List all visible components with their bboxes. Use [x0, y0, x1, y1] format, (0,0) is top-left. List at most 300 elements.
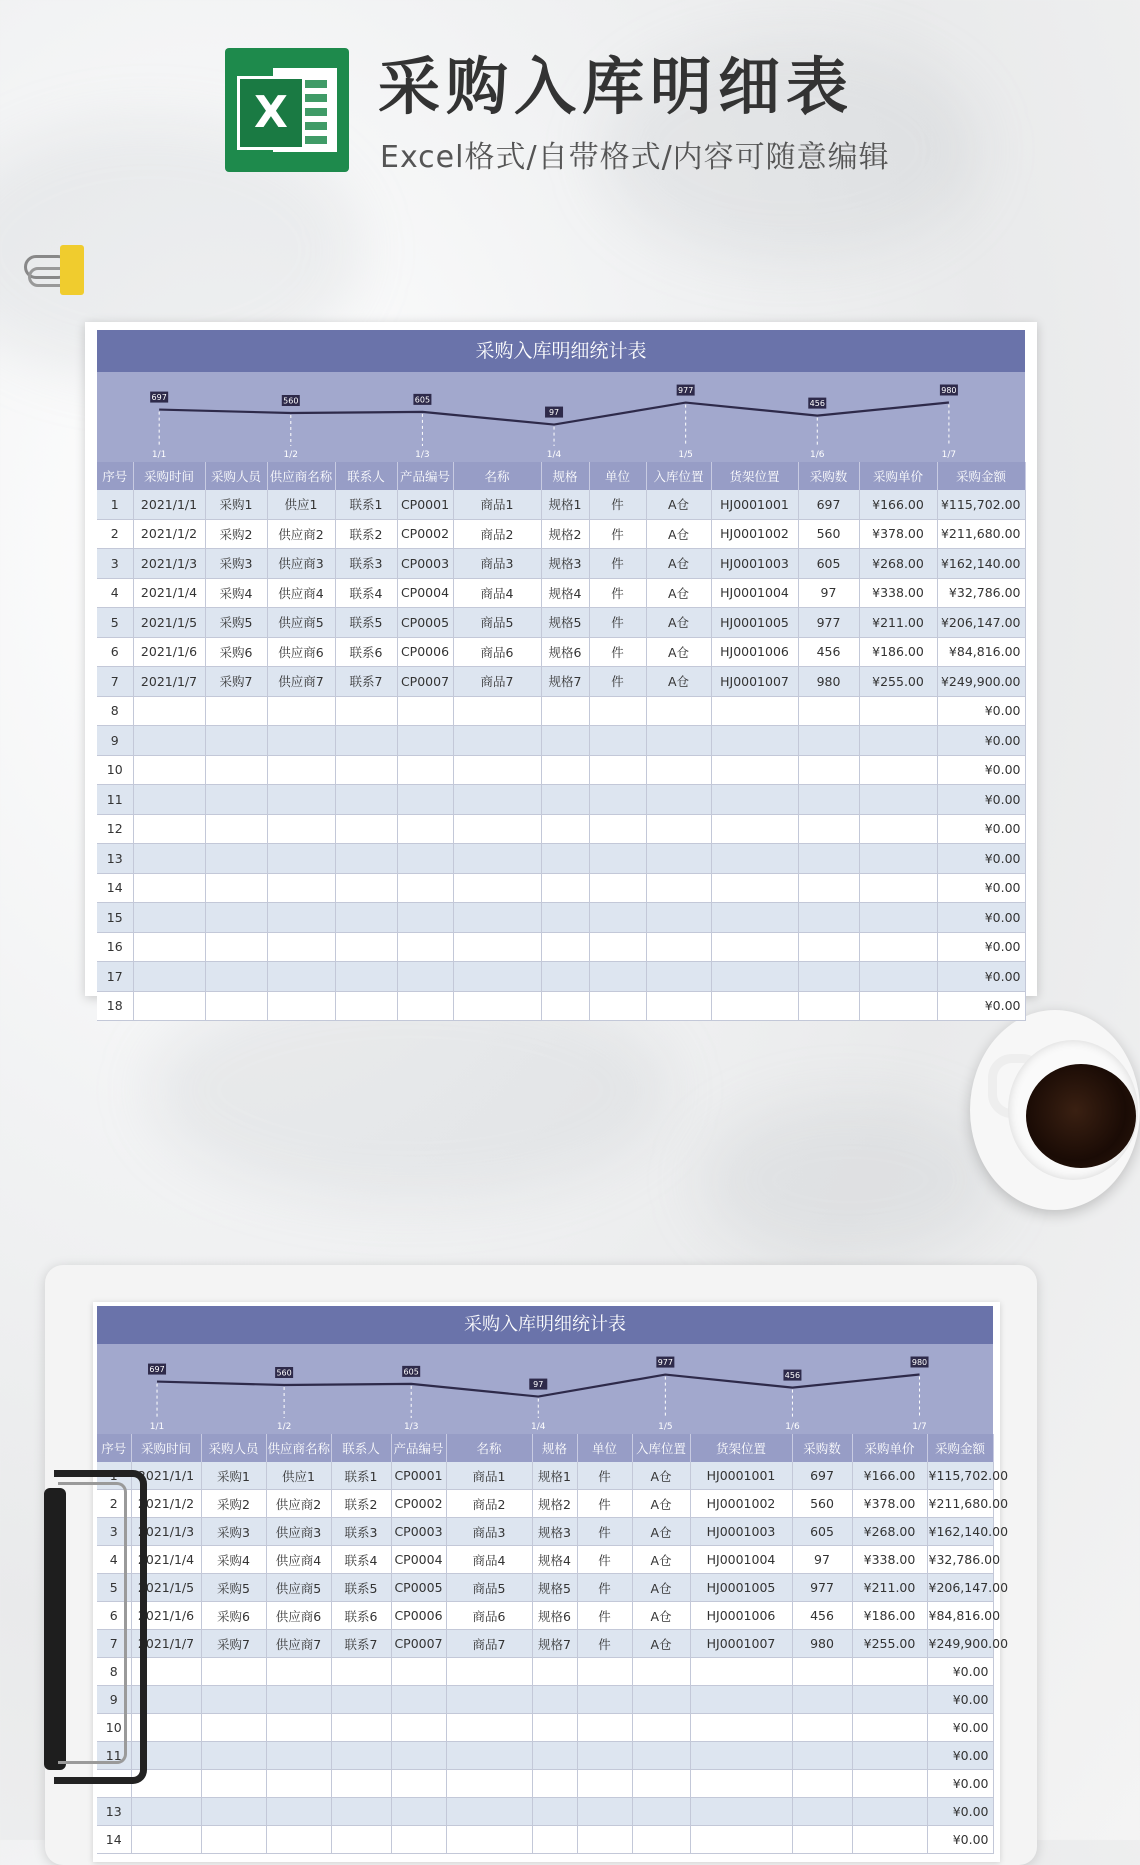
table-cell[interactable]: 11 — [97, 1742, 131, 1770]
table-cell[interactable] — [205, 726, 267, 756]
table-cell[interactable]: CP0006 — [397, 637, 453, 667]
table-cell[interactable]: 件 — [577, 1462, 632, 1490]
table-cell[interactable]: 2021/1/7 — [133, 667, 205, 697]
table-cell[interactable]: 13 — [97, 844, 133, 874]
table-cell[interactable] — [632, 1658, 690, 1686]
table-cell[interactable] — [646, 726, 711, 756]
table-cell[interactable] — [577, 1742, 632, 1770]
table-cell[interactable] — [577, 1686, 632, 1714]
table-cell[interactable] — [391, 1658, 446, 1686]
table-cell[interactable] — [267, 991, 335, 1021]
table-cell[interactable]: 5 — [97, 1574, 131, 1602]
table-cell[interactable] — [205, 991, 267, 1021]
table-cell[interactable]: 供应商2 — [267, 519, 335, 549]
table-cell[interactable] — [852, 1714, 927, 1742]
table-cell[interactable]: 供应1 — [267, 490, 335, 519]
table-cell[interactable] — [646, 962, 711, 992]
table-cell[interactable] — [541, 785, 589, 815]
table-cell[interactable] — [205, 785, 267, 815]
table-cell[interactable]: ¥338.00 — [852, 1546, 927, 1574]
table-cell[interactable]: 商品6 — [453, 637, 541, 667]
table-cell[interactable] — [589, 991, 646, 1021]
table-cell[interactable] — [632, 1770, 690, 1798]
table-cell[interactable]: 商品1 — [453, 490, 541, 519]
table-cell[interactable]: ¥0.00 — [937, 873, 1025, 903]
table-cell[interactable]: 件 — [577, 1630, 632, 1658]
table-cell[interactable] — [690, 1742, 792, 1770]
table-cell[interactable] — [798, 873, 859, 903]
table-cell[interactable]: ¥268.00 — [859, 549, 937, 579]
table-cell[interactable]: 18 — [97, 991, 133, 1021]
table-cell[interactable] — [201, 1742, 266, 1770]
table-cell[interactable] — [859, 962, 937, 992]
table-cell[interactable] — [541, 844, 589, 874]
table-cell[interactable] — [335, 932, 397, 962]
table-cell[interactable]: ¥0.00 — [937, 991, 1025, 1021]
table-cell[interactable] — [335, 873, 397, 903]
table-cell[interactable] — [391, 1826, 446, 1854]
table-cell[interactable] — [331, 1686, 391, 1714]
table-cell[interactable]: 7 — [97, 667, 133, 697]
table-cell[interactable]: ¥32,786.00 — [937, 578, 1025, 608]
table-cell[interactable] — [792, 1770, 852, 1798]
table-cell[interactable] — [397, 726, 453, 756]
table-cell[interactable]: 件 — [589, 549, 646, 579]
table-cell[interactable] — [711, 962, 798, 992]
table-cell[interactable]: 6 — [97, 637, 133, 667]
table-cell[interactable]: 2021/1/7 — [131, 1630, 201, 1658]
table-cell[interactable] — [201, 1826, 266, 1854]
table-cell[interactable]: 供应商6 — [266, 1602, 331, 1630]
table-cell[interactable] — [331, 1770, 391, 1798]
table-cell[interactable]: ¥186.00 — [859, 637, 937, 667]
table-cell[interactable] — [632, 1826, 690, 1854]
table-cell[interactable]: 联系7 — [335, 667, 397, 697]
table-cell[interactable] — [711, 844, 798, 874]
table-cell[interactable]: 2021/1/4 — [131, 1546, 201, 1574]
table-cell[interactable] — [201, 1686, 266, 1714]
table-cell[interactable]: ¥378.00 — [852, 1490, 927, 1518]
table-cell[interactable]: 规格5 — [532, 1574, 577, 1602]
table-cell[interactable]: 2021/1/4 — [133, 578, 205, 608]
table-cell[interactable]: 2021/1/2 — [133, 519, 205, 549]
table-cell[interactable]: ¥166.00 — [859, 490, 937, 519]
table-cell[interactable]: ¥84,816.00 — [927, 1602, 993, 1630]
table-cell[interactable]: A仓 — [646, 519, 711, 549]
table-cell[interactable]: 件 — [589, 490, 646, 519]
table-cell[interactable] — [453, 755, 541, 785]
table-cell[interactable]: HJ0001006 — [690, 1602, 792, 1630]
table-cell[interactable]: 规格5 — [541, 608, 589, 638]
table-cell[interactable] — [266, 1826, 331, 1854]
table-cell[interactable]: ¥0.00 — [927, 1686, 993, 1714]
table-cell[interactable] — [267, 785, 335, 815]
table-cell[interactable]: ¥0.00 — [937, 814, 1025, 844]
table-cell[interactable]: ¥211,680.00 — [927, 1490, 993, 1518]
table-cell[interactable]: A仓 — [632, 1630, 690, 1658]
table-cell[interactable] — [201, 1658, 266, 1686]
table-cell[interactable]: ¥0.00 — [927, 1770, 993, 1798]
table-cell[interactable] — [859, 844, 937, 874]
table-cell[interactable]: 供应商3 — [266, 1518, 331, 1546]
table-cell[interactable] — [453, 873, 541, 903]
table-cell[interactable] — [133, 814, 205, 844]
table-cell[interactable]: 977 — [798, 608, 859, 638]
table-cell[interactable] — [446, 1742, 532, 1770]
table-cell[interactable]: 供应商5 — [266, 1574, 331, 1602]
table-cell[interactable] — [577, 1714, 632, 1742]
table-cell[interactable] — [690, 1798, 792, 1826]
table-cell[interactable] — [335, 844, 397, 874]
table-cell[interactable]: 采购1 — [205, 490, 267, 519]
table-cell[interactable]: 规格6 — [532, 1602, 577, 1630]
table-cell[interactable]: 供应商2 — [266, 1490, 331, 1518]
table-cell[interactable] — [205, 873, 267, 903]
table-cell[interactable] — [453, 726, 541, 756]
table-cell[interactable]: 560 — [798, 519, 859, 549]
table-cell[interactable]: ¥84,816.00 — [937, 637, 1025, 667]
table-cell[interactable]: 商品5 — [453, 608, 541, 638]
table-cell[interactable] — [397, 991, 453, 1021]
table-cell[interactable]: 97 — [798, 578, 859, 608]
table-cell[interactable]: 联系1 — [331, 1462, 391, 1490]
table-cell[interactable]: 697 — [792, 1462, 852, 1490]
table-cell[interactable] — [335, 785, 397, 815]
table-cell[interactable] — [577, 1798, 632, 1826]
table-cell[interactable]: A仓 — [632, 1518, 690, 1546]
table-cell[interactable] — [541, 932, 589, 962]
table-cell[interactable]: 采购6 — [201, 1602, 266, 1630]
table-cell[interactable]: 件 — [577, 1518, 632, 1546]
table-cell[interactable] — [266, 1742, 331, 1770]
table-cell[interactable]: 采购7 — [201, 1630, 266, 1658]
table-cell[interactable] — [589, 962, 646, 992]
table-cell[interactable] — [391, 1714, 446, 1742]
table-cell[interactable] — [690, 1686, 792, 1714]
table-cell[interactable]: 商品3 — [453, 549, 541, 579]
table-cell[interactable]: A仓 — [646, 667, 711, 697]
table-cell[interactable]: 商品5 — [446, 1574, 532, 1602]
table-cell[interactable]: ¥211,680.00 — [937, 519, 1025, 549]
table-cell[interactable] — [859, 932, 937, 962]
table-cell[interactable]: 件 — [577, 1490, 632, 1518]
table-cell[interactable]: 977 — [792, 1574, 852, 1602]
table-cell[interactable]: 16 — [97, 932, 133, 962]
table-cell[interactable]: 采购2 — [205, 519, 267, 549]
table-cell[interactable] — [632, 1686, 690, 1714]
table-cell[interactable]: A仓 — [646, 578, 711, 608]
table-cell[interactable] — [205, 814, 267, 844]
table-cell[interactable]: 件 — [577, 1574, 632, 1602]
table-cell[interactable] — [859, 696, 937, 726]
table-cell[interactable] — [852, 1686, 927, 1714]
table-cell[interactable] — [335, 696, 397, 726]
table-cell[interactable]: 采购2 — [201, 1490, 266, 1518]
table-cell[interactable]: HJ0001005 — [690, 1574, 792, 1602]
table-cell[interactable] — [798, 932, 859, 962]
table-cell[interactable] — [266, 1798, 331, 1826]
table-cell[interactable]: 规格6 — [541, 637, 589, 667]
table-cell[interactable]: A仓 — [632, 1490, 690, 1518]
table-cell[interactable]: CP0004 — [397, 578, 453, 608]
table-cell[interactable]: HJ0001004 — [690, 1546, 792, 1574]
table-cell[interactable] — [577, 1658, 632, 1686]
table-cell[interactable]: ¥0.00 — [937, 696, 1025, 726]
table-cell[interactable] — [859, 903, 937, 933]
table-cell[interactable] — [133, 755, 205, 785]
table-cell[interactable] — [798, 696, 859, 726]
table-cell[interactable] — [201, 1798, 266, 1826]
table-cell[interactable] — [532, 1714, 577, 1742]
table-cell[interactable] — [690, 1658, 792, 1686]
table-cell[interactable]: 10 — [97, 755, 133, 785]
table-cell[interactable]: A仓 — [632, 1546, 690, 1574]
table-cell[interactable]: 采购5 — [205, 608, 267, 638]
table-cell[interactable] — [711, 873, 798, 903]
table-cell[interactable] — [391, 1686, 446, 1714]
table-cell[interactable] — [859, 726, 937, 756]
table-cell[interactable] — [541, 696, 589, 726]
table-cell[interactable] — [267, 932, 335, 962]
table-cell[interactable]: 供应1 — [266, 1462, 331, 1490]
table-cell[interactable] — [446, 1714, 532, 1742]
table-cell[interactable]: 规格7 — [532, 1630, 577, 1658]
table-cell[interactable] — [397, 962, 453, 992]
table-cell[interactable]: 联系4 — [335, 578, 397, 608]
table-cell[interactable] — [711, 726, 798, 756]
table-cell[interactable]: 605 — [798, 549, 859, 579]
table-cell[interactable] — [446, 1686, 532, 1714]
table-cell[interactable] — [267, 814, 335, 844]
table-cell[interactable]: 13 — [97, 1798, 131, 1826]
table-cell[interactable] — [798, 755, 859, 785]
table-cell[interactable]: 12 — [97, 814, 133, 844]
table-cell[interactable]: 采购1 — [201, 1462, 266, 1490]
table-cell[interactable] — [859, 991, 937, 1021]
table-cell[interactable]: 联系4 — [331, 1546, 391, 1574]
table-cell[interactable]: ¥0.00 — [937, 785, 1025, 815]
table-cell[interactable] — [266, 1714, 331, 1742]
table-cell[interactable]: ¥162,140.00 — [937, 549, 1025, 579]
table-cell[interactable] — [133, 991, 205, 1021]
table-cell[interactable]: 1 — [97, 1462, 131, 1490]
table-cell[interactable]: 规格2 — [541, 519, 589, 549]
table-cell[interactable]: 采购3 — [205, 549, 267, 579]
table-cell[interactable] — [646, 903, 711, 933]
table-cell[interactable]: HJ0001003 — [690, 1518, 792, 1546]
table-cell[interactable] — [201, 1770, 266, 1798]
table-cell[interactable] — [331, 1714, 391, 1742]
table-cell[interactable]: CP0001 — [391, 1462, 446, 1490]
table-cell[interactable] — [798, 962, 859, 992]
table-cell[interactable] — [205, 932, 267, 962]
table-cell[interactable] — [711, 696, 798, 726]
table-cell[interactable] — [391, 1742, 446, 1770]
table-cell[interactable]: 采购3 — [201, 1518, 266, 1546]
table-cell[interactable]: CP0002 — [391, 1490, 446, 1518]
table-cell[interactable] — [589, 873, 646, 903]
table-cell[interactable] — [267, 726, 335, 756]
table-cell[interactable] — [397, 844, 453, 874]
table-cell[interactable]: HJ0001007 — [711, 667, 798, 697]
table-cell[interactable] — [335, 726, 397, 756]
table-cell[interactable]: ¥206,147.00 — [927, 1574, 993, 1602]
table-cell[interactable] — [133, 932, 205, 962]
table-cell[interactable]: 规格4 — [541, 578, 589, 608]
table-cell[interactable]: 3 — [97, 549, 133, 579]
table-cell[interactable] — [397, 696, 453, 726]
table-cell[interactable]: 2 — [97, 1490, 131, 1518]
table-cell[interactable] — [131, 1826, 201, 1854]
table-cell[interactable]: 4 — [97, 578, 133, 608]
table-cell[interactable] — [267, 844, 335, 874]
table-cell[interactable]: 8 — [97, 696, 133, 726]
table-cell[interactable]: A仓 — [646, 637, 711, 667]
table-cell[interactable] — [792, 1742, 852, 1770]
table-cell[interactable] — [852, 1742, 927, 1770]
table-cell[interactable] — [205, 755, 267, 785]
table-cell[interactable]: 5 — [97, 608, 133, 638]
table-cell[interactable]: ¥0.00 — [927, 1742, 993, 1770]
table-cell[interactable] — [532, 1770, 577, 1798]
table-cell[interactable] — [541, 755, 589, 785]
table-cell[interactable]: ¥249,900.00 — [937, 667, 1025, 697]
table-cell[interactable] — [453, 962, 541, 992]
table-cell[interactable] — [335, 755, 397, 785]
table-cell[interactable]: ¥32,786.00 — [927, 1546, 993, 1574]
table-cell[interactable]: CP0001 — [397, 490, 453, 519]
table-cell[interactable]: 980 — [792, 1630, 852, 1658]
table-cell[interactable] — [205, 903, 267, 933]
table-cell[interactable]: 6 — [97, 1602, 131, 1630]
table-cell[interactable]: CP0003 — [391, 1518, 446, 1546]
table-cell[interactable] — [446, 1798, 532, 1826]
table-cell[interactable]: 14 — [97, 873, 133, 903]
table-cell[interactable]: 供应商7 — [266, 1630, 331, 1658]
table-cell[interactable]: ¥0.00 — [927, 1798, 993, 1826]
table-cell[interactable] — [267, 962, 335, 992]
table-cell[interactable] — [852, 1826, 927, 1854]
table-cell[interactable] — [859, 873, 937, 903]
table-cell[interactable]: 605 — [792, 1518, 852, 1546]
table-cell[interactable] — [646, 932, 711, 962]
table-cell[interactable]: ¥211.00 — [852, 1574, 927, 1602]
table-cell[interactable] — [391, 1798, 446, 1826]
table-cell[interactable]: 联系2 — [331, 1490, 391, 1518]
table-cell[interactable] — [690, 1714, 792, 1742]
table-cell[interactable] — [792, 1798, 852, 1826]
table-cell[interactable]: 7 — [97, 1630, 131, 1658]
table-cell[interactable]: 采购6 — [205, 637, 267, 667]
table-cell[interactable]: HJ0001004 — [711, 578, 798, 608]
table-cell[interactable]: 规格1 — [532, 1462, 577, 1490]
table-cell[interactable] — [589, 932, 646, 962]
table-cell[interactable]: 商品6 — [446, 1602, 532, 1630]
table-cell[interactable]: HJ0001001 — [690, 1462, 792, 1490]
table-cell[interactable] — [133, 844, 205, 874]
table-cell[interactable]: 件 — [589, 637, 646, 667]
table-cell[interactable] — [589, 755, 646, 785]
table-cell[interactable]: A仓 — [646, 549, 711, 579]
table-cell[interactable]: ¥0.00 — [937, 932, 1025, 962]
table-cell[interactable] — [859, 755, 937, 785]
table-cell[interactable]: 联系7 — [331, 1630, 391, 1658]
table-cell[interactable] — [532, 1742, 577, 1770]
table-cell[interactable]: 采购4 — [201, 1546, 266, 1574]
table-cell[interactable]: 件 — [589, 578, 646, 608]
table-cell[interactable] — [541, 814, 589, 844]
table-cell[interactable]: CP0007 — [397, 667, 453, 697]
table-cell[interactable]: 供应商5 — [267, 608, 335, 638]
table-cell[interactable] — [646, 844, 711, 874]
table-cell[interactable] — [397, 814, 453, 844]
table-cell[interactable]: 2 — [97, 519, 133, 549]
table-cell[interactable] — [267, 696, 335, 726]
table-cell[interactable] — [397, 903, 453, 933]
table-cell[interactable]: ¥0.00 — [937, 726, 1025, 756]
table-cell[interactable] — [589, 785, 646, 815]
table-cell[interactable]: 规格1 — [541, 490, 589, 519]
table-cell[interactable] — [711, 903, 798, 933]
table-cell[interactable]: 1 — [97, 490, 133, 519]
table-cell[interactable]: 15 — [97, 903, 133, 933]
table-cell[interactable] — [453, 932, 541, 962]
table-cell[interactable]: 供应商3 — [267, 549, 335, 579]
table-cell[interactable] — [397, 755, 453, 785]
table-cell[interactable]: 件 — [577, 1602, 632, 1630]
table-cell[interactable]: 商品7 — [453, 667, 541, 697]
table-cell[interactable]: 2021/1/6 — [131, 1602, 201, 1630]
table-cell[interactable]: 3 — [97, 1518, 131, 1546]
table-cell[interactable]: ¥206,147.00 — [937, 608, 1025, 638]
table-cell[interactable]: ¥255.00 — [852, 1630, 927, 1658]
table-cell[interactable]: 17 — [97, 962, 133, 992]
table-cell[interactable]: 供应商7 — [267, 667, 335, 697]
table-cell[interactable]: ¥0.00 — [937, 903, 1025, 933]
table-cell[interactable] — [532, 1798, 577, 1826]
table-cell[interactable]: ¥0.00 — [937, 755, 1025, 785]
table-cell[interactable]: HJ0001002 — [690, 1490, 792, 1518]
table-cell[interactable]: 件 — [589, 519, 646, 549]
table-cell[interactable]: CP0006 — [391, 1602, 446, 1630]
table-cell[interactable]: 规格4 — [532, 1546, 577, 1574]
table-cell[interactable] — [205, 844, 267, 874]
table-cell[interactable]: ¥186.00 — [852, 1602, 927, 1630]
table-cell[interactable] — [397, 932, 453, 962]
table-cell[interactable]: CP0002 — [397, 519, 453, 549]
table-cell[interactable]: 456 — [792, 1602, 852, 1630]
table-cell[interactable]: CP0005 — [397, 608, 453, 638]
table-cell[interactable]: 456 — [798, 637, 859, 667]
table-cell[interactable] — [335, 814, 397, 844]
table-cell[interactable]: HJ0001006 — [711, 637, 798, 667]
table-cell[interactable] — [201, 1714, 266, 1742]
table-cell[interactable]: 商品3 — [446, 1518, 532, 1546]
table-cell[interactable]: ¥211.00 — [859, 608, 937, 638]
table-cell[interactable] — [798, 903, 859, 933]
table-cell[interactable]: HJ0001007 — [690, 1630, 792, 1658]
table-cell[interactable]: HJ0001002 — [711, 519, 798, 549]
table-cell[interactable] — [646, 755, 711, 785]
table-cell[interactable]: 联系6 — [331, 1602, 391, 1630]
table-cell[interactable]: 商品2 — [446, 1490, 532, 1518]
table-cell[interactable]: 97 — [792, 1546, 852, 1574]
table-cell[interactable] — [589, 696, 646, 726]
table-cell[interactable] — [792, 1686, 852, 1714]
table-cell[interactable]: 2021/1/5 — [133, 608, 205, 638]
table-cell[interactable]: CP0003 — [397, 549, 453, 579]
table-cell[interactable]: 采购4 — [205, 578, 267, 608]
